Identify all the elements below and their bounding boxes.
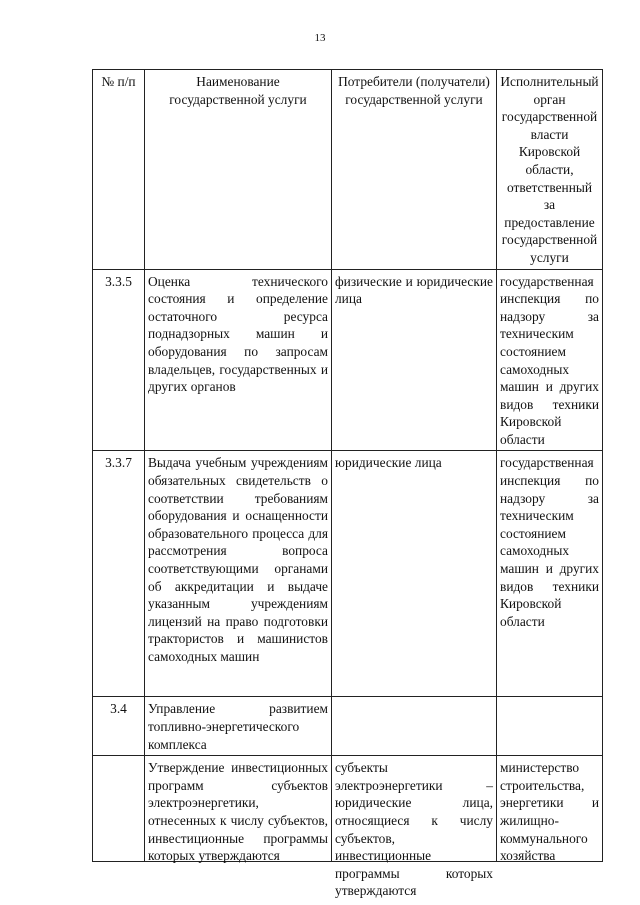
table-header-row <box>93 70 603 270</box>
row-service-name: Оценка технического состояния и определение остаточного ресурса поднадзорных машин и оборудования по запросам владельцев, государственных и других органов <box>145 269 332 451</box>
row-executor: государственная инспекция по надзору за техническим состоянием самоходных машин и других видов техники Кировской области <box>497 451 603 697</box>
table-row <box>93 756 603 862</box>
row-executor-text: министерство строительства, энергетики и жилищно-коммунального хозяйства <box>500 760 599 864</box>
header-executor: Исполнительный орган государственной власти Кировской области, ответственный за предоставление государственной услуги <box>497 70 603 270</box>
page-number: 13 <box>314 32 326 44</box>
header-num: № п/п <box>93 70 145 270</box>
row-service-name <box>145 756 332 862</box>
row-num: 3.3.5 <box>93 269 145 451</box>
header-consumers: Потребители (получатели) государственной услуги <box>332 70 497 270</box>
row-executor <box>497 697 603 756</box>
header-service-name: Наименование государственной услуги <box>145 70 332 270</box>
row-consumers <box>332 697 497 756</box>
table-row <box>93 269 603 451</box>
row-service-name: Выдача учебным учреждениям обязательных свидетельств о соответствии требованиям оборудования и оснащенности образовательного процесса для рассмотрения вопроса соответствующими органами об аккредитации и выдаче указанным учреждениям лицензий на право подготовки трактористов и машинистов самоходных машин <box>145 451 332 697</box>
row-consumers: юридические лица <box>332 451 497 697</box>
row-service-name: Управление развитием топливно-энергетического комплекса <box>145 697 332 756</box>
table-row <box>93 451 603 697</box>
row-consumers <box>332 756 497 899</box>
row-service-name-text: Утверждение инвестиционных программ субъектов электроэнергетики, отнесенных к числу субъектов, инвестиционные программы которых утверждаются <box>148 760 328 864</box>
row-num <box>93 756 145 862</box>
row-executor: государственная инспекция по надзору за техническим состоянием самоходных машин и других видов техники Кировской области <box>497 269 603 451</box>
services-table <box>92 69 603 899</box>
row-num: 3.4 <box>93 697 145 756</box>
row-consumers-text: субъекты электроэнергетики – юридические лица, относящиеся к числу субъектов, инвестиционные программы которых утверждаются <box>335 760 493 899</box>
row-num: 3.3.7 <box>93 451 145 697</box>
row-executor <box>497 756 603 862</box>
table-row <box>93 697 603 756</box>
row-consumers: физические и юридические лица <box>332 269 497 451</box>
